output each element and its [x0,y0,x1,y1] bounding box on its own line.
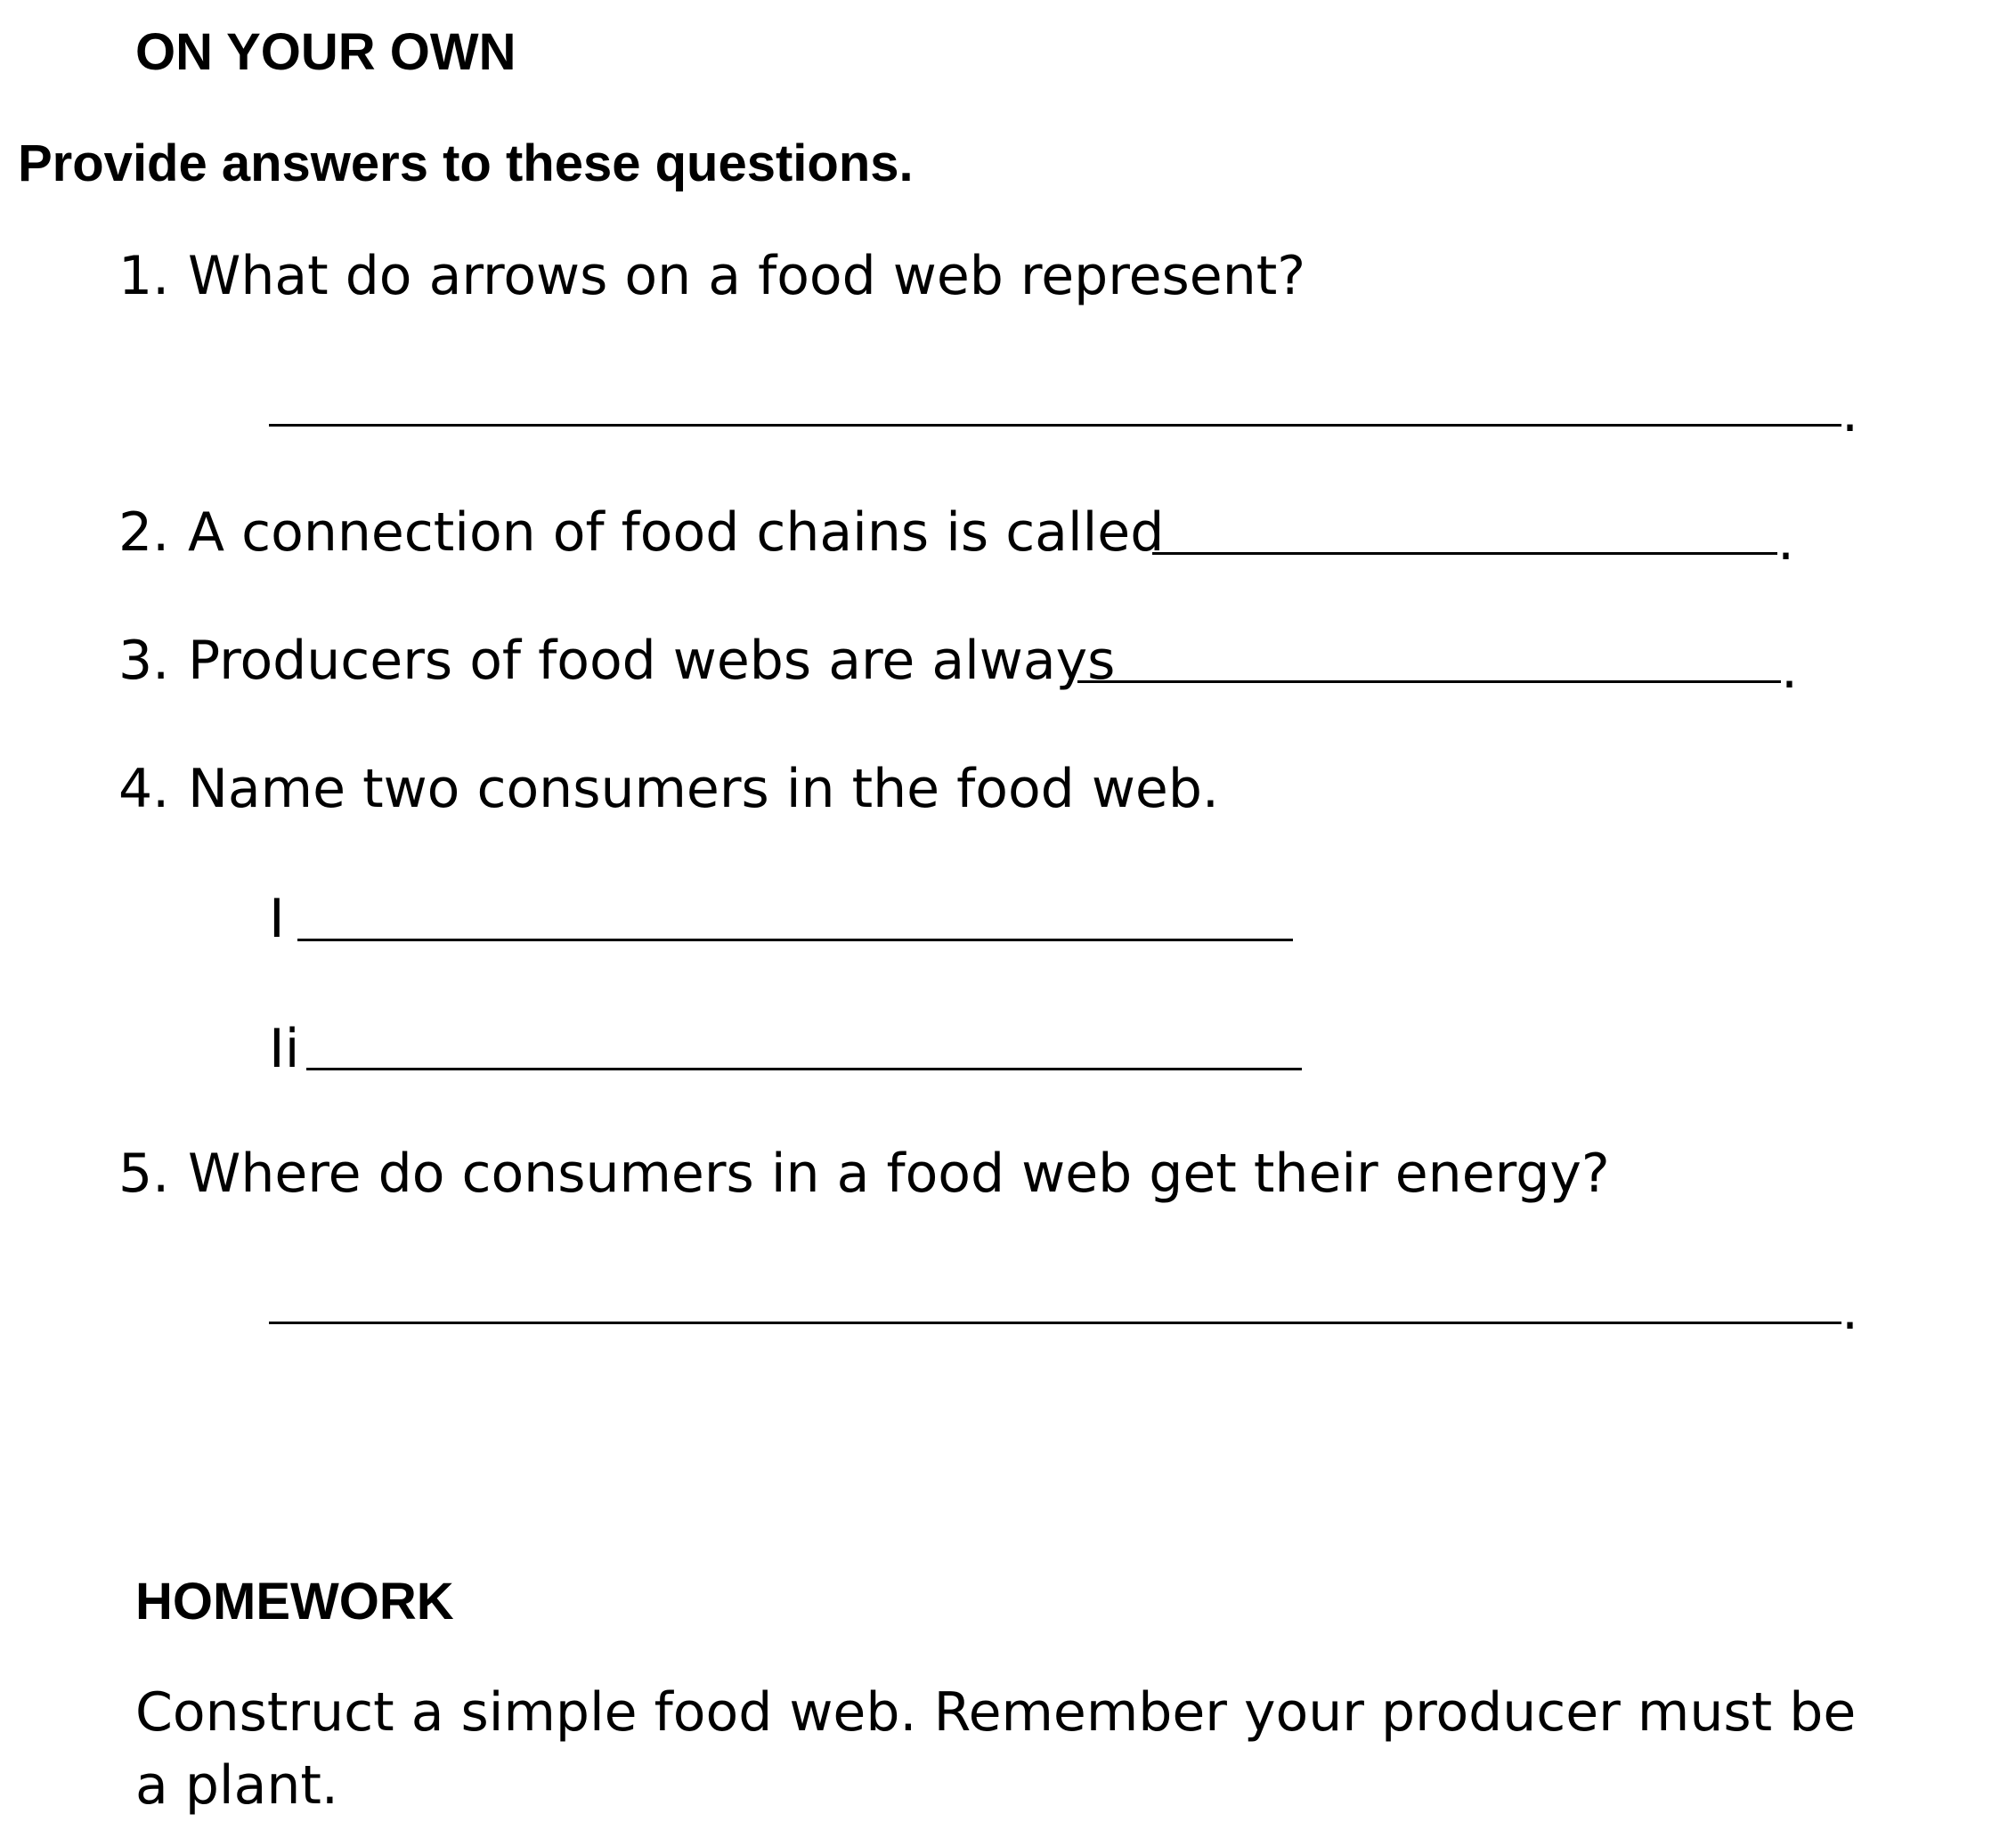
instruction-text: Provide answers to these questions. [18,134,914,192]
question-number: 5. [118,1143,170,1205]
homework-title: HOMEWORK [135,1573,454,1631]
sub-item-i-label: I [269,888,285,950]
question-text: Where do consumers in a food web get their energy? [188,1143,1610,1205]
answer-line-1[interactable] [269,424,1841,427]
sub-item-ii-label: Ii [269,1018,300,1080]
homework-text: Construct a simple food web. Remember your producer must be a plant. [135,1681,1857,1817]
question-number: 1. [118,245,170,307]
question-4 [118,758,1219,820]
answer-line-end: . [1781,639,1799,701]
question-text: Producers of food webs are always [188,630,1116,692]
question-2 [118,501,1165,564]
section-title: ON YOUR OWN [135,23,516,81]
question-text: Name two consumers in the food web. [188,758,1219,820]
question-number: 4. [118,758,170,820]
question-number: 2. [118,501,170,564]
question-text: What do arrows on a food web represent? [188,245,1306,307]
answer-line-3[interactable] [1077,680,1781,683]
answer-line-5[interactable] [269,1322,1841,1324]
question-1 [118,245,1306,307]
question-number: 3. [118,630,170,692]
answer-line-end: . [1841,1280,1859,1342]
answer-line-4-i[interactable] [297,939,1293,941]
question-3 [118,630,1116,692]
question-5 [118,1143,1610,1205]
answer-line-4-ii[interactable] [306,1068,1302,1070]
answer-line-2[interactable] [1152,552,1777,555]
answer-line-end: . [1777,510,1795,573]
question-text: A connection of food chains is called [188,501,1165,564]
answer-line-end: . [1841,382,1859,444]
